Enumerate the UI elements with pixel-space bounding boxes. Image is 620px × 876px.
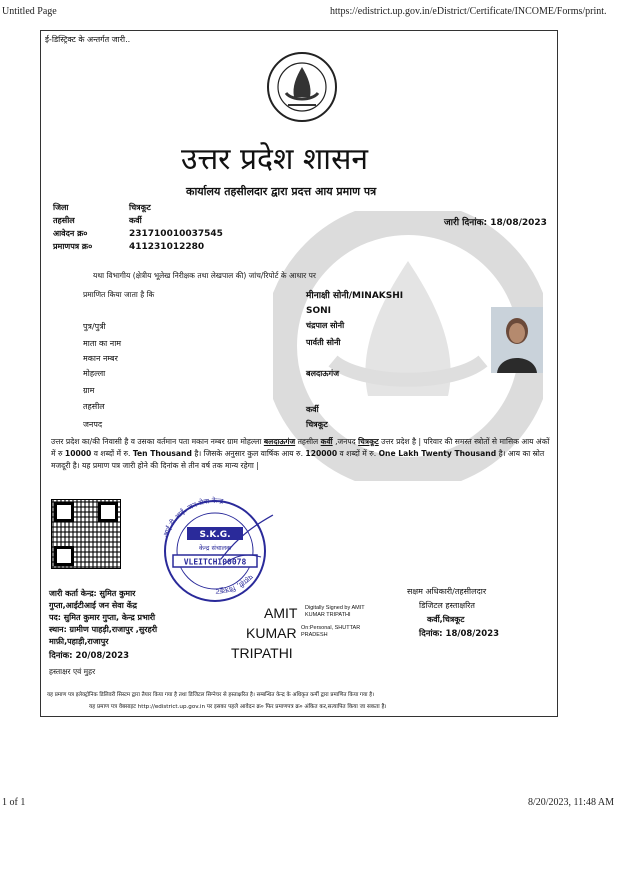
intro-line-1: यथा विभागीय (क्षेत्रीय भूलेख निरीक्षक तथा लेखपाल की) जांच/रिपोर्ट के आधार पर <box>93 271 316 280</box>
authority-date-label: दिनांक: <box>419 629 443 639</box>
field-value-mother: पार्वती सोनी <box>306 338 341 347</box>
statement-annual: 120000 <box>305 448 338 458</box>
stamp-id: VLEITCHI00078 <box>183 557 247 567</box>
statement-part-4: उत्तर प्रदेश है | परिवार की समस्त स्त्रोतों से मासिक आय अंकों में रु <box>51 437 550 458</box>
district-label: जिला <box>53 203 69 212</box>
digital-sig-name-3: TRIPATHI <box>231 645 293 661</box>
statement-part-1: उत्तर प्रदेश का/की निवासी है व उसका वर्तमान पता मकान नम्बर ग्राम मोहल्ला <box>51 437 264 446</box>
statement-part-6: है। जिसके अनुसार कुल वार्षिक आय रु. <box>191 448 306 458</box>
field-value-tehsil: कर्वी <box>306 405 319 414</box>
footer-line-1: यह प्रमाण पत्र इलेक्ट्रोनिक डिलिवरी सिस्टम द्वारा तैयार किया गया है तथा डिजिटल सिग्नेचर से हस्ताक्षरित है। सम्बन्धित केन्द्र के अधिकृत कर्मी द्वारा प्रमाणित किया गया है। <box>47 692 375 698</box>
digital-sig-name-2: KUMAR <box>246 625 297 641</box>
stamp-code: S.K.G. <box>199 530 231 540</box>
authority-line-2: डिजिटल हस्ताक्षरित <box>419 601 475 610</box>
application-no-label: आवेदन क्र० <box>53 229 88 238</box>
statement-district: चित्रकूट <box>358 437 379 446</box>
field-label-locality: मोहल्ला <box>83 369 106 378</box>
digital-sig-detail-4: PRADESH <box>301 632 328 638</box>
issuer-date-label: दिनांक: <box>49 651 73 661</box>
authority-line-3: कर्वी,चित्रकूट <box>427 615 465 624</box>
field-label-house: मकान नम्बर <box>83 354 118 363</box>
issuer-line-3: पद: सुमित कुमार गुप्ता, केन्द्र प्रभारी <box>49 613 156 622</box>
statement-monthly: 10000 <box>64 448 92 458</box>
application-no-value: 231710010037545 <box>129 229 223 239</box>
issuer-line-5: माफ़ी,पहाड़ी,राजापुर <box>49 637 109 646</box>
certificate-subtitle: कार्यालय तहसीलदार द्वारा प्रदत्त आय प्रमाण पत्र <box>186 185 377 198</box>
certificate-no-label: प्रमाणपत्र क्र० <box>53 242 93 251</box>
issue-date-label: जारी दिनांक: <box>444 218 488 228</box>
field-value-locality: बलदाऊगंज <box>306 369 340 378</box>
issuer-line-2: गुप्ता,आईटीआई जन सेवा केंद्र <box>49 601 138 610</box>
field-label-district: जनपद <box>83 420 103 429</box>
statement-tehsil: कर्वी <box>320 437 333 446</box>
tehsil-label: तहसील <box>53 216 75 225</box>
field-value-district: चित्रकूट <box>306 420 328 429</box>
stamp-place-text: पहाड़ी, चित्रकूट <box>215 572 255 596</box>
certificate-title: उत्तर प्रदेश शासन <box>181 142 369 177</box>
issuer-date-value: 20/08/2023 <box>75 651 130 661</box>
intro-line-2: प्रमाणित किया जाता है कि <box>83 290 155 299</box>
stamp-subtitle: केन्द्र संचालक <box>198 544 232 552</box>
print-datetime: 8/20/2023, 11:48 AM <box>528 797 615 808</box>
tehsil-value: कर्वी <box>129 216 142 225</box>
digital-sig-detail-3: On:Personal, SHUTTAR <box>301 625 361 631</box>
statement-part-8: है। आय का स्रोत मजदूरी है। यह प्रमाण पत्र जारी होने की दिनांक से तीन वर्ष तक मान्य रहेगा | <box>51 448 545 470</box>
field-value-parent: चंद्रपाल सोनी <box>306 321 345 330</box>
certificate-no-value: 411231012280 <box>129 242 205 252</box>
statement-annual-words: One Lakh Twenty Thousand <box>378 448 497 458</box>
verification-qr-code <box>51 499 121 569</box>
statement-part-5: व शब्दों में रु. <box>91 448 133 458</box>
issuer-stamp <box>151 493 279 603</box>
issue-date-value: 18/08/2023 <box>490 218 547 228</box>
digital-sig-detail-1: Digitally Signed by AMIT <box>305 605 365 611</box>
page-url: https://edistrict.up.gov.in/eDistrict/Certificate/INCOME/Forms/print. <box>330 6 607 17</box>
statement-part-2: तहसील <box>295 437 321 446</box>
district-value: चित्रकूट <box>129 203 151 212</box>
top-note: ई-डिस्ट्रिक्ट के अन्तर्गत जारी.. <box>45 35 131 44</box>
certificate-statement <box>51 436 551 471</box>
authority-date <box>419 629 499 639</box>
issuer-date <box>49 651 129 661</box>
page-number: 1 of 1 <box>2 797 26 808</box>
field-label-tehsil: तहसील <box>83 402 105 411</box>
field-label-village: ग्राम <box>83 386 95 395</box>
authority-date-value: 18/08/2023 <box>445 629 500 639</box>
applicant-name: मीनाक्षी सोनी/MINAKSHI <box>306 291 404 301</box>
person-icon <box>491 307 543 373</box>
statement-locality: बलदाऊगंज <box>263 437 296 446</box>
statement-part-7: व शब्दों में रु. <box>337 448 379 458</box>
svg-text:पहाड़ी, चित्रकूट <box>215 573 254 596</box>
stamp-ring-text: आई.टी.आई. जन सेवा केन्द्र <box>161 496 224 539</box>
income-certificate <box>40 30 558 717</box>
footer-line-2: यह प्रमाण पत्र वेबसाइट http://edistrict.up.gov.in पर इसका पहले आवेदन क्र० फिर प्रमाणपत्र क्र० अंकित कर,सत्यापित किया जा सकता है। <box>89 704 387 710</box>
issue-date <box>444 218 547 228</box>
page-title: Untitled Page <box>2 6 57 17</box>
authority-line-1: सक्षम अधिकारी/तहसीलदार <box>407 587 487 596</box>
issuer-signature-label: हस्ताक्षर एवं मुहर <box>49 667 96 676</box>
digital-sig-name-1: AMIT <box>264 605 298 621</box>
issuer-line-4: स्थान: ग्रामीण पाहड़ी,राजापुर ,सुरहरी <box>49 625 158 634</box>
digital-sig-detail-2: KUMAR TRIPATHI <box>305 612 351 618</box>
field-label-mother: माता का नाम <box>83 339 122 348</box>
applicant-name-line2: SONI <box>306 306 332 316</box>
applicant-photo <box>491 307 543 373</box>
statement-monthly-words: Ten Thousand <box>132 448 192 458</box>
issuer-line-1: जारी कर्ता केन्द्र: सुमित कुमार <box>49 589 136 598</box>
statement-part-3: ,जनपद <box>332 437 359 446</box>
up-government-emblem-icon <box>266 51 338 123</box>
field-label-parent: पुत्र/पुत्री <box>83 322 106 331</box>
